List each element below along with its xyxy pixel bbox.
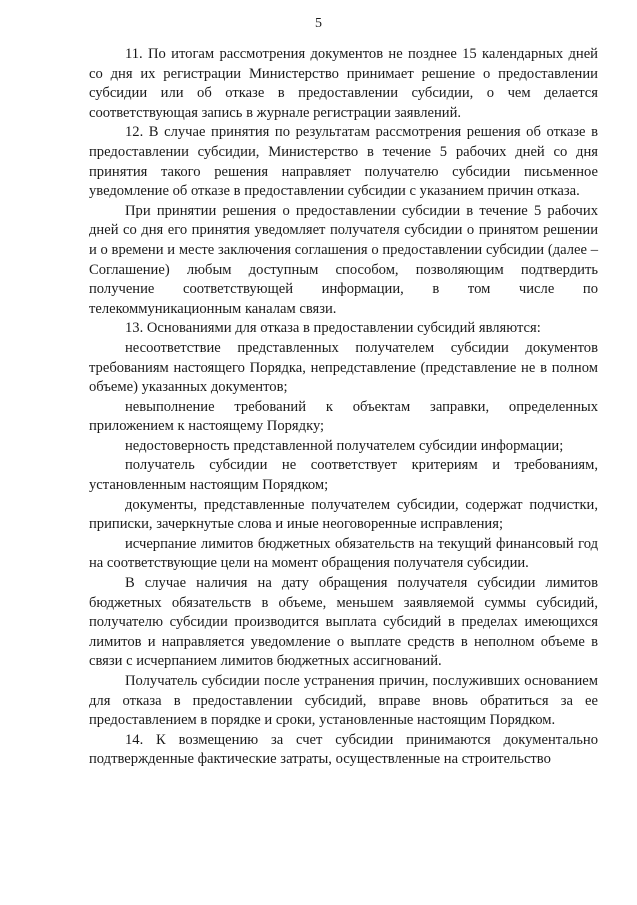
paragraph-partial-payment: В случае наличия на дату обращения получателя субсидии лимитов бюджетных обязательств в объеме, меньшем заявляемой суммы субсидий, получателю субсидии производится выплата субсидий в пределах имеющихся лимитов и направляется уведомление о выплате средств в неполном объеме в связи с исчерпанием лимитов бюджетных ассигнований. <box>89 575 598 670</box>
document-body <box>89 45 598 770</box>
paragraph-approval-notice: При принятии решения о предоставлении субсидии в течение 5 рабочих дней со дня его принятия уведомляет получателя субсидии о принятом решении и о времени и месте заключения соглашения о предоставлении субсидии (далее – Соглашение) любым доступным способом, позволяющим подтвердить получение соответствующей информации, в том числе по телекоммуникационным каналам связи. <box>89 202 598 317</box>
refusal-ground-corrections: документы, представленные получателем субсидии, содержат подчистки, приписки, зачеркнутые слова и иные неоговоренные исправления; <box>89 496 598 533</box>
paragraph-13: 13. Основаниями для отказа в предоставлении субсидий являются: <box>125 320 541 337</box>
paragraph-reapply: Получатель субсидии после устранения причин, послуживших основанием для отказа в предоставлении субсидий, вправе вновь обратиться за ее предоставлением в порядке и сроки, установленные настоящим Порядком. <box>89 673 598 729</box>
refusal-ground-requirements: невыполнение требований к объектам заправки, определенных приложением к настоящему Порядку; <box>89 398 598 435</box>
refusal-ground-limits: исчерпание лимитов бюджетных обязательств на текущий финансовый год на соответствующие цели на момент обращения получателя субсидии. <box>89 535 598 572</box>
paragraph-14: 14. К возмещению за счет субсидии принимаются документально подтвержденные фактические затраты, осуществленные на строительство <box>89 731 598 768</box>
page-number: 5 <box>315 16 322 31</box>
refusal-ground-criteria: получатель субсидии не соответствует критериям и требованиям, установленным настоящим Порядком; <box>89 457 598 494</box>
refusal-ground-unreliable-info: недостоверность представленной получателем субсидии информации; <box>125 437 564 454</box>
refusal-ground-documents: несоответствие представленных получателем субсидии документов требованиям настоящего Порядка, непредставление (представление не в полном объеме) указанных документов; <box>89 339 598 396</box>
paragraph-12: 12. В случае принятия по результатам рассмотрения решения об отказе в предоставлении субсидии, Министерство в течение 5 рабочих дней со дня принятия такого решения направляет получателю субсидии письменное уведомление об отказе в предоставлении субсидии с указанием причин отказа. <box>89 124 598 200</box>
paragraph-11: 11. По итогам рассмотрения документов не позднее 15 календарных дней со дня их регистрации Министерство принимает решение о предоставлении субсидии или об отказе в предоставлении субсидии, о чем делается соответствующая запись в журнале регистрации заявлений. <box>89 46 598 121</box>
